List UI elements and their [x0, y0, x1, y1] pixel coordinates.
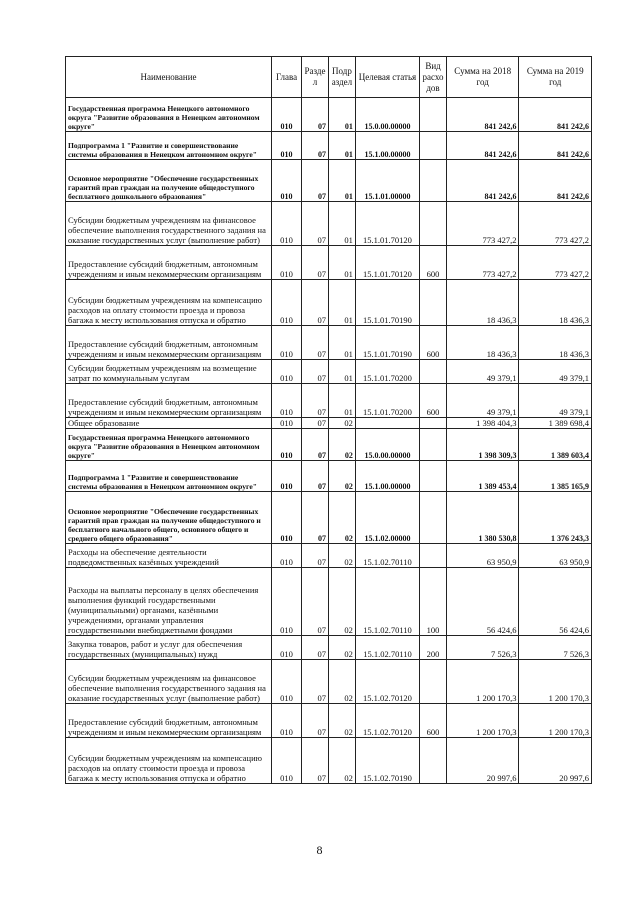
cell-sum2018: 1 389 453,4: [446, 461, 518, 492]
table-row: [66, 568, 592, 636]
cell-vid: [420, 461, 447, 492]
cell-razdel: 07: [302, 202, 329, 246]
cell-vid: [420, 738, 447, 784]
header-sum-2019: Сумма на 2019 год: [519, 57, 592, 98]
cell-name: Подпрограмма 1 "Развитие и совершенствование системы образования в Ненецком автономном округе": [66, 461, 272, 492]
header-glava: Глава: [272, 57, 302, 98]
table-row: [66, 202, 592, 246]
table-row: [66, 461, 592, 492]
cell-sum2019: 841 242,6: [519, 132, 592, 160]
cell-podrazdel: 02: [328, 660, 355, 704]
cell-podrazdel: 01: [328, 326, 355, 360]
cell-razdel: 07: [302, 636, 329, 660]
cell-podrazdel: 02: [328, 636, 355, 660]
table-row: [66, 492, 592, 544]
cell-vid: [420, 98, 447, 132]
cell-vid: [420, 280, 447, 326]
cell-razdel: 07: [302, 384, 329, 418]
header-target: Целевая статья: [355, 57, 419, 98]
cell-glava: 010: [272, 160, 302, 202]
cell-razdel: 07: [302, 544, 329, 568]
header-sum-2018: Сумма на 2018 год: [446, 57, 518, 98]
cell-razdel: 07: [302, 704, 329, 738]
budget-table: [65, 56, 592, 784]
header-name: Наименование: [66, 57, 272, 98]
cell-sum2018: 841 242,6: [446, 98, 518, 132]
cell-sum2019: 773 427,2: [519, 202, 592, 246]
table-body: [66, 98, 592, 784]
cell-podrazdel: 02: [328, 492, 355, 544]
cell-target: [355, 418, 419, 429]
cell-name: Закупка товаров, работ и услуг для обеспечения государственных (муниципальных) нужд: [66, 636, 272, 660]
cell-glava: 010: [272, 132, 302, 160]
cell-razdel: 07: [302, 738, 329, 784]
cell-sum2019: 1 200 170,3: [519, 660, 592, 704]
cell-razdel: 07: [302, 98, 329, 132]
cell-target: 15.1.01.70120: [355, 202, 419, 246]
cell-glava: 010: [272, 492, 302, 544]
cell-razdel: 07: [302, 429, 329, 461]
header-podrazdel: Подр аздел: [328, 57, 355, 98]
cell-name: Общее образование: [66, 418, 272, 429]
table-row: [66, 418, 592, 429]
cell-glava: 010: [272, 98, 302, 132]
cell-podrazdel: 02: [328, 704, 355, 738]
cell-razdel: 07: [302, 280, 329, 326]
cell-sum2019: 7 526,3: [519, 636, 592, 660]
table-row: [66, 360, 592, 384]
cell-razdel: 07: [302, 132, 329, 160]
cell-glava: 010: [272, 738, 302, 784]
cell-razdel: 07: [302, 660, 329, 704]
cell-vid: 600: [420, 246, 447, 280]
cell-vid: [420, 492, 447, 544]
cell-podrazdel: 01: [328, 160, 355, 202]
cell-name: Основное мероприятие "Обеспечение государственных гарантий прав граждан на получение общедоступного и бесплатного начального общего, основного общего и среднего общего образования": [66, 492, 272, 544]
cell-sum2018: 773 427,2: [446, 246, 518, 280]
cell-sum2018: 18 436,3: [446, 280, 518, 326]
cell-sum2018: 56 424,6: [446, 568, 518, 636]
cell-glava: 010: [272, 704, 302, 738]
cell-glava: 010: [272, 636, 302, 660]
cell-glava: 010: [272, 384, 302, 418]
cell-sum2019: 56 424,6: [519, 568, 592, 636]
table-row: [66, 429, 592, 461]
cell-razdel: 07: [302, 418, 329, 429]
cell-vid: [420, 544, 447, 568]
cell-sum2019: 1 200 170,3: [519, 704, 592, 738]
cell-sum2019: 49 379,1: [519, 360, 592, 384]
cell-sum2018: 1 200 170,3: [446, 704, 518, 738]
cell-sum2018: 841 242,6: [446, 160, 518, 202]
cell-sum2019: 841 242,6: [519, 160, 592, 202]
page-number: 8: [316, 843, 323, 857]
cell-target: 15.0.00.00000: [355, 429, 419, 461]
cell-vid: [420, 429, 447, 461]
cell-sum2019: 841 242,6: [519, 98, 592, 132]
table-row: [66, 280, 592, 326]
cell-sum2018: 49 379,1: [446, 360, 518, 384]
table-row: [66, 246, 592, 280]
cell-glava: 010: [272, 202, 302, 246]
header-razdel: Разде л: [302, 57, 329, 98]
cell-sum2019: 20 997,6: [519, 738, 592, 784]
table-row: [66, 98, 592, 132]
table-row: [66, 660, 592, 704]
table-row: [66, 544, 592, 568]
cell-razdel: 07: [302, 492, 329, 544]
cell-vid: [420, 660, 447, 704]
cell-razdel: 07: [302, 461, 329, 492]
cell-target: 15.1.02.70120: [355, 704, 419, 738]
cell-target: 15.1.01.70120: [355, 246, 419, 280]
cell-name: Субсидии бюджетным учреждениям на компенсацию расходов на оплату стоимости проезда и провоза багажа к месту использования отпуска и обратно: [66, 738, 272, 784]
cell-glava: 010: [272, 326, 302, 360]
cell-glava: 010: [272, 461, 302, 492]
cell-podrazdel: 02: [328, 418, 355, 429]
cell-target: 15.1.02.70110: [355, 636, 419, 660]
table-row: [66, 160, 592, 202]
cell-target: 15.1.01.00000: [355, 160, 419, 202]
cell-sum2018: 20 997,6: [446, 738, 518, 784]
cell-sum2019: 1 389 698,4: [519, 418, 592, 429]
cell-vid: 600: [420, 384, 447, 418]
cell-podrazdel: 01: [328, 132, 355, 160]
cell-name: Предоставление субсидий бюджетным, автономным учреждениям и иным некоммерческим организациям: [66, 326, 272, 360]
cell-sum2019: 49 379,1: [519, 384, 592, 418]
cell-sum2019: 773 427,2: [519, 246, 592, 280]
cell-sum2018: 1 398 309,3: [446, 429, 518, 461]
cell-target: 15.1.01.70190: [355, 326, 419, 360]
cell-podrazdel: 01: [328, 360, 355, 384]
cell-podrazdel: 02: [328, 461, 355, 492]
cell-name: Основное мероприятие "Обеспечение государственных гарантий прав граждан на получение общедоступного бесплатного дошкольного образования": [66, 160, 272, 202]
cell-vid: [420, 132, 447, 160]
cell-sum2018: 63 950,9: [446, 544, 518, 568]
cell-podrazdel: 02: [328, 429, 355, 461]
cell-name: Подпрограмма 1 "Развитие и совершенствование системы образования в Ненецком автономном округе": [66, 132, 272, 160]
cell-target: 15.1.02.70190: [355, 738, 419, 784]
cell-vid: 600: [420, 326, 447, 360]
table-row: [66, 384, 592, 418]
cell-sum2018: 1 200 170,3: [446, 660, 518, 704]
cell-glava: 010: [272, 280, 302, 326]
cell-target: 15.1.02.70110: [355, 544, 419, 568]
cell-glava: 010: [272, 660, 302, 704]
cell-razdel: 07: [302, 326, 329, 360]
cell-sum2018: 841 242,6: [446, 132, 518, 160]
cell-podrazdel: 02: [328, 568, 355, 636]
cell-sum2019: 63 950,9: [519, 544, 592, 568]
cell-podrazdel: 01: [328, 246, 355, 280]
table-row: [66, 326, 592, 360]
cell-sum2019: 1 376 243,3: [519, 492, 592, 544]
table-header-row: [66, 57, 592, 98]
cell-sum2019: 1 385 165,9: [519, 461, 592, 492]
cell-glava: 010: [272, 568, 302, 636]
cell-podrazdel: 01: [328, 280, 355, 326]
cell-vid: [420, 360, 447, 384]
cell-name: Предоставление субсидий бюджетным, автономным учреждениям и иным некоммерческим организациям: [66, 704, 272, 738]
header-vid: Вид расхо дов: [420, 57, 447, 98]
cell-target: 15.1.01.70190: [355, 280, 419, 326]
cell-glava: 010: [272, 544, 302, 568]
cell-razdel: 07: [302, 360, 329, 384]
cell-name: Государственная программа Ненецкого автономного округа "Развитие образования в Ненецком автономном округе": [66, 98, 272, 132]
cell-podrazdel: 01: [328, 98, 355, 132]
cell-glava: 010: [272, 246, 302, 280]
cell-name: Расходы на выплаты персоналу в целях обеспечения выполнения функций государственными (муниципальными) органами, казёнными учреждениями, органами управления государственными внебюджетными фондами: [66, 568, 272, 636]
cell-vid: 200: [420, 636, 447, 660]
cell-target: 15.1.02.00000: [355, 492, 419, 544]
cell-razdel: 07: [302, 160, 329, 202]
table-row: [66, 704, 592, 738]
cell-vid: [420, 418, 447, 429]
cell-target: 15.1.02.70120: [355, 660, 419, 704]
cell-vid: [420, 160, 447, 202]
cell-sum2018: 18 436,3: [446, 326, 518, 360]
cell-target: 15.1.00.00000: [355, 132, 419, 160]
cell-name: Субсидии бюджетным учреждениям на финансовое обеспечение выполнения государственного задания на оказание государственных услуг (выполнение работ): [66, 660, 272, 704]
cell-target: 15.0.00.00000: [355, 98, 419, 132]
table-row: [66, 738, 592, 784]
table-row: [66, 132, 592, 160]
cell-sum2018: 1 380 530,8: [446, 492, 518, 544]
cell-name: Предоставление субсидий бюджетным, автономным учреждениям и иным некоммерческим организациям: [66, 384, 272, 418]
cell-name: Субсидии бюджетным учреждениям на финансовое обеспечение выполнения государственного задания на оказание государственных услуг (выполнение работ): [66, 202, 272, 246]
cell-vid: [420, 202, 447, 246]
cell-vid: 100: [420, 568, 447, 636]
cell-target: 15.1.01.70200: [355, 384, 419, 418]
cell-glava: 010: [272, 429, 302, 461]
cell-sum2018: 773 427,2: [446, 202, 518, 246]
cell-name: Предоставление субсидий бюджетным, автономным учреждениям и иным некоммерческим организациям: [66, 246, 272, 280]
cell-podrazdel: 01: [328, 202, 355, 246]
cell-sum2019: 18 436,3: [519, 326, 592, 360]
cell-sum2018: 7 526,3: [446, 636, 518, 660]
cell-name: Государственная программа Ненецкого автономного округа "Развитие образования в Ненецком автономном округе": [66, 429, 272, 461]
cell-sum2019: 1 389 603,4: [519, 429, 592, 461]
cell-name: Расходы на обеспечение деятельности подведомственных казённых учреждений: [66, 544, 272, 568]
cell-podrazdel: 02: [328, 544, 355, 568]
cell-target: 15.1.01.70200: [355, 360, 419, 384]
cell-podrazdel: 02: [328, 738, 355, 784]
cell-vid: 600: [420, 704, 447, 738]
cell-sum2018: 1 398 404,3: [446, 418, 518, 429]
cell-sum2019: 18 436,3: [519, 280, 592, 326]
cell-target: 15.1.02.70110: [355, 568, 419, 636]
cell-name: Субсидии бюджетным учреждениям на возмещение затрат по коммунальным услугам: [66, 360, 272, 384]
cell-podrazdel: 01: [328, 384, 355, 418]
cell-glava: 010: [272, 360, 302, 384]
cell-target: 15.1.00.00000: [355, 461, 419, 492]
cell-razdel: 07: [302, 246, 329, 280]
cell-name: Субсидии бюджетным учреждениям на компенсацию расходов на оплату стоимости проезда и провоза багажа к месту использования отпуска и обратно: [66, 280, 272, 326]
cell-glava: 010: [272, 418, 302, 429]
table-row: [66, 636, 592, 660]
cell-razdel: 07: [302, 568, 329, 636]
cell-sum2018: 49 379,1: [446, 384, 518, 418]
